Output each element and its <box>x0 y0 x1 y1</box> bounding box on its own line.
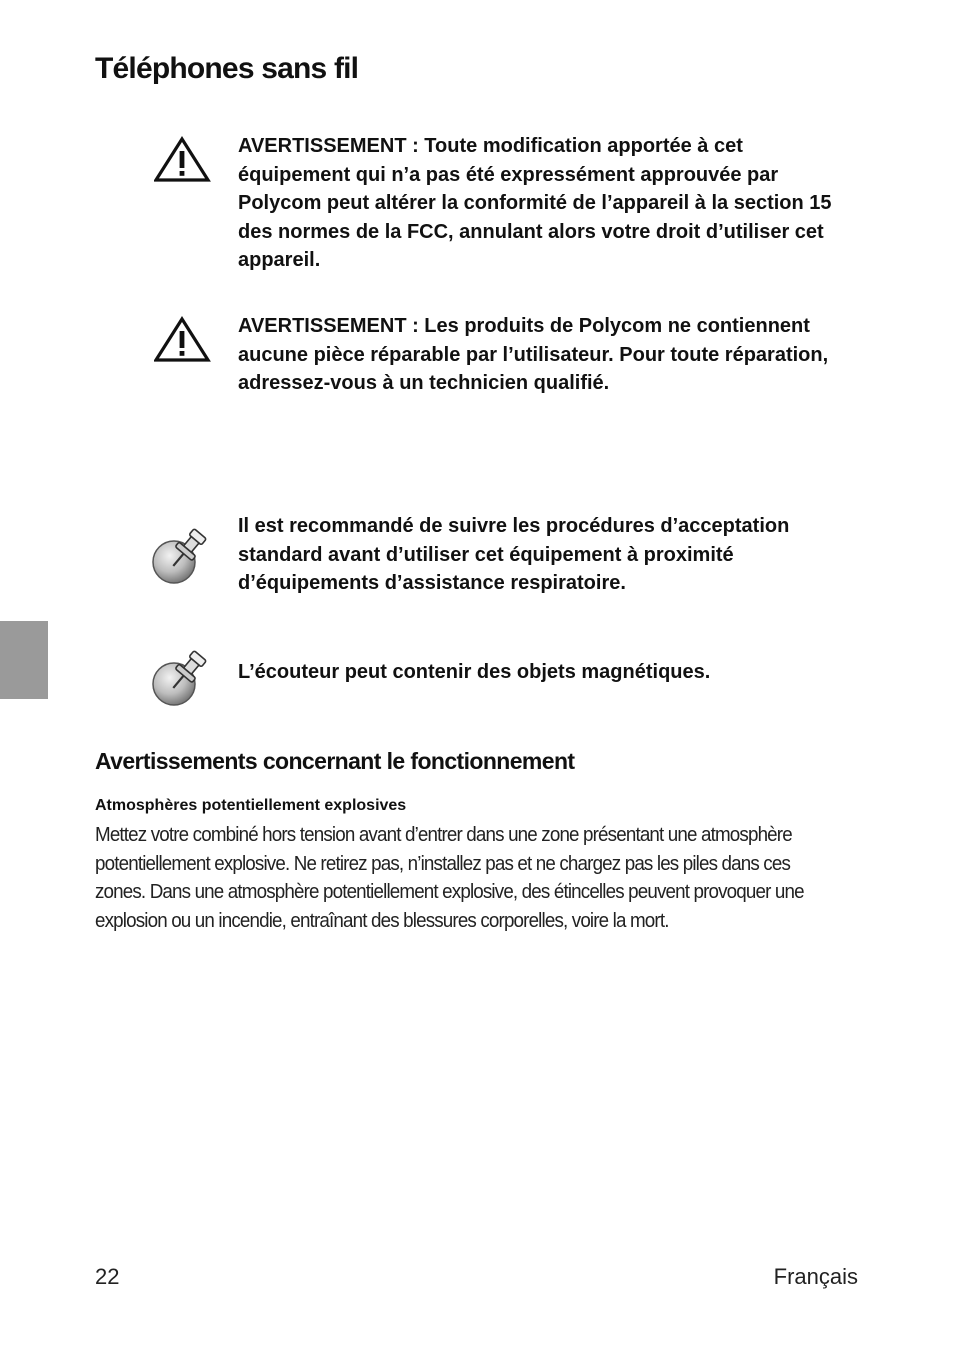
footer-language: Français <box>773 1264 858 1289</box>
page-number: 22 <box>95 1264 120 1289</box>
note-text: Il est recommandé de suivre les procédures d’acceptation standard avant d’utiliser cet équipement à proximité d’équipements d’assistance respiratoire. <box>238 515 790 594</box>
note-magnetic <box>150 642 870 702</box>
warning-triangle-icon <box>154 134 216 196</box>
chapter-tab <box>0 621 48 699</box>
warning-triangle-icon <box>154 314 216 376</box>
warning-text: AVERTISSEMENT : Toute modification apportée à cet équipement qui n’a pas été expressément approuvée par Polycom peut altérer la conformité de l’appareil à la section 15 des normes de la FCC, annulant alors votre droit d’utiliser cet appareil. <box>238 135 832 271</box>
warning-notice-repair <box>150 312 870 402</box>
warning-notice-modification <box>150 132 870 282</box>
pushpin-note-icon <box>150 524 212 586</box>
page-title: Téléphones sans fil <box>95 52 359 85</box>
section-heading: Avertissements concernant le fonctionnement <box>95 748 575 774</box>
note-respiratory <box>150 512 870 602</box>
sub-heading: Atmosphères potentiellement explosives <box>95 797 407 814</box>
body-paragraph: Mettez votre combiné hors tension avant d’entrer dans une zone présentant une atmosphère potentiellement explosive. Ne retirez pas, n’installez pas et ne chargez pas les piles dans ces zones. Dans une atmosphère potentiellement explosive, des étincelles peuvent provoquer une explosion ou un incendie, entraînant des blessures corporelles, voire la mort. <box>95 824 804 932</box>
warning-text: AVERTISSEMENT : Les produits de Polycom ne contiennent aucune pièce réparable par l’utilisateur. Pour toute réparation, adressez-vous à un technicien qualifié. <box>238 315 829 394</box>
note-text: L’écouteur peut contenir des objets magnétiques. <box>238 661 711 683</box>
pushpin-note-icon <box>150 646 212 708</box>
